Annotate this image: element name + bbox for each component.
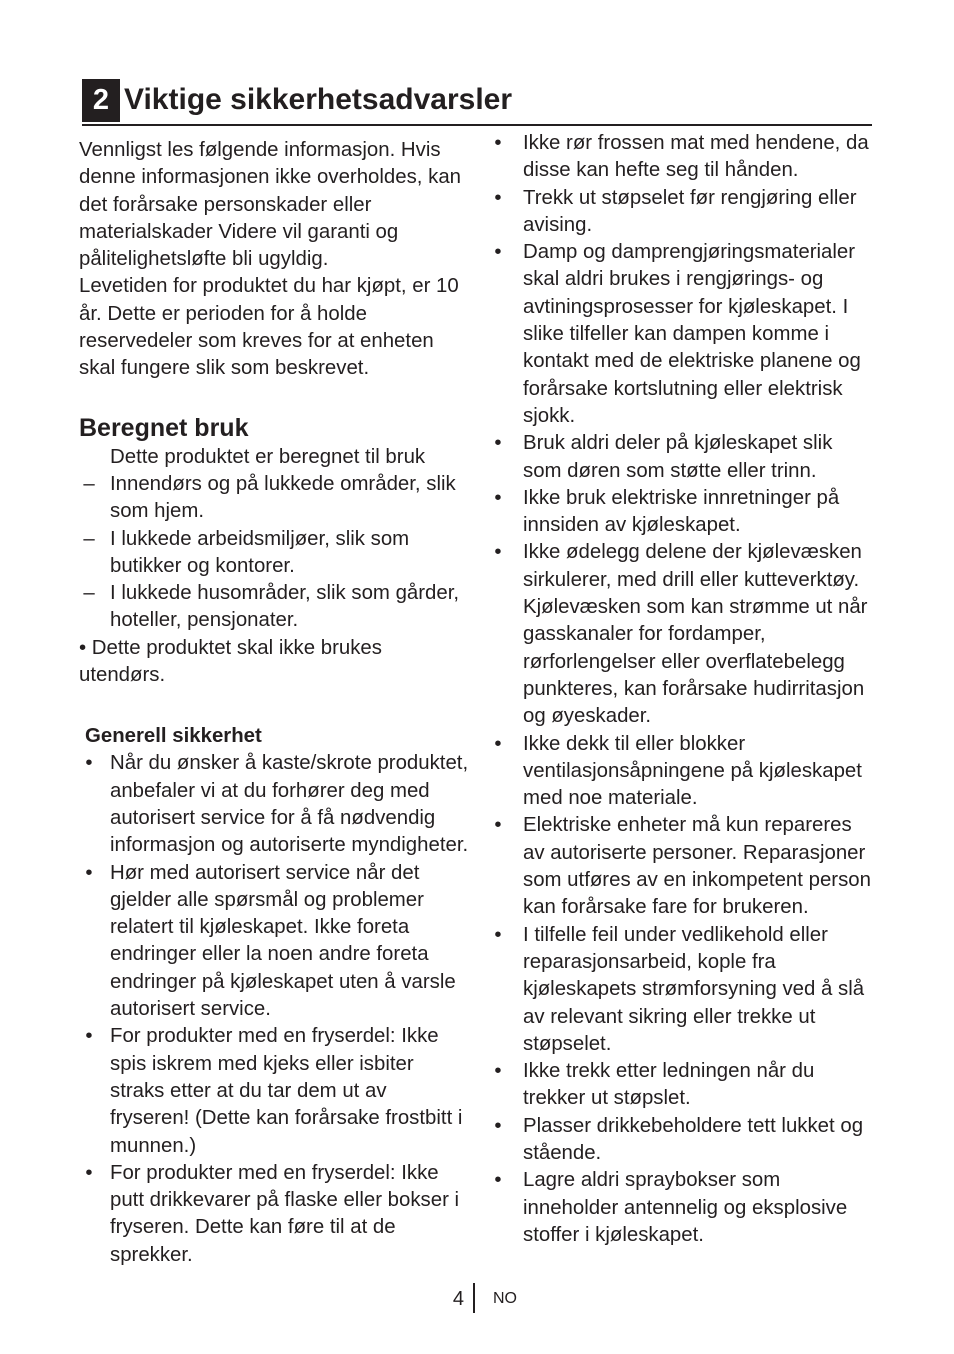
page-number: 4 xyxy=(452,1288,464,1310)
list-item: • Plasser drikkebeholdere tett lukket og stående. xyxy=(490,1113,875,1168)
chapter-number: 2 xyxy=(82,79,120,122)
bullet-marker: • xyxy=(494,186,502,209)
general-safety-heading: Generell sikkerhet xyxy=(85,725,262,748)
intended-use-lead: Dette produktet er beregnet til bruk xyxy=(110,445,426,468)
list-item: • Trekk ut støpselet før rengjøring eller avising. xyxy=(490,185,875,240)
bullet-marker: • xyxy=(85,1025,93,1048)
bullet-marker: • xyxy=(494,923,502,946)
bullet-marker: • xyxy=(85,1161,93,1184)
bullet-marker: • xyxy=(494,541,502,564)
list-item: • Ikke rør frossen mat med hendene, da disse kan hefte seg til hånden. xyxy=(490,130,875,185)
list-item: • Ikke trekk etter ledningen når du trekker ut støpslet. xyxy=(490,1058,875,1113)
bullet-marker: • xyxy=(494,814,502,837)
bullet-marker: • xyxy=(494,241,502,264)
bullet-marker: • xyxy=(494,1060,502,1083)
dash-marker: – xyxy=(83,527,95,550)
bullet-marker: • xyxy=(494,486,502,509)
bullet-marker: • xyxy=(494,1114,502,1137)
dash-marker: – xyxy=(83,582,95,605)
bullet-marker: • xyxy=(494,1169,502,1192)
intro-paragraph-2: Levetiden for produktet du har kjøpt, er 10 år. Dette er perioden for å holde reservedeler som kreves for at enheten skal fungere slik som beskrevet. xyxy=(79,275,459,380)
list-item: • Hør med autorisert service når det gjelder alle spørsmål og problemer relatert til kjøleskapet. Ikke foreta endringer eller la noen andre foreta endringer på kjøleskapet uten å varsle autorisert service. xyxy=(79,860,469,1024)
safety-list-continued xyxy=(490,130,875,1249)
right-column xyxy=(490,130,875,1249)
list-item: • Elektriske enheter må kun repareres av autoriserte personer. Reparasjoner som utføres av en inkompetent person kan forårsake fare for brukeren. xyxy=(490,812,875,921)
dash-marker: – xyxy=(83,472,95,495)
bullet-marker: • xyxy=(494,732,502,755)
list-item: – Innendørs og på lukkede områder, slik som hjem. xyxy=(79,471,469,526)
intended-use-list xyxy=(79,471,469,635)
list-item: • I tilfelle feil under vedlikehold eller reparasjonsarbeid, kople fra kjøleskapets strømforsyning ved å slå av relevant sikring eller trekke ut støpselet. xyxy=(490,922,875,1058)
intended-use-heading: Beregnet bruk xyxy=(79,413,249,442)
list-item: • Damp og damprengjøringsmaterialer skal aldri brukes i rengjørings- og avtiningsprosesser for kjøleskapet. I slike tilfeller kan dampen komme i kontakt med de elektriske planene og forårsake kortslutning eller elektrisk sjokk. xyxy=(490,239,875,430)
outdoor-note: • Dette produktet skal ikke brukes utendørs. xyxy=(79,636,382,687)
bullet-marker: • xyxy=(494,132,502,154)
bullet-marker: • xyxy=(85,752,93,775)
intro-paragraph-1: Vennligst les følgende informasjon. Hvis denne informasjonen ikke overholdes, kan det forårsake personskader eller materialskader Videre vil garanti og pålitelighetsløfte bli ugyldig. xyxy=(79,139,461,271)
list-item: • Lagre aldri spraybokser som inneholder antennelig og eksplosive stoffer i kjøleskapet. xyxy=(490,1167,875,1249)
bullet-marker: • xyxy=(85,861,93,884)
list-item: • Ikke bruk elektriske innretninger på innsiden av kjøleskapet. xyxy=(490,485,875,540)
list-item: – I lukkede arbeidsmiljøer, slik som butikker og kontorer. xyxy=(79,526,469,581)
language-code: NO xyxy=(493,1290,517,1307)
list-item: • Ikke ødelegg delene der kjølevæsken sirkulerer, med drill eller kutteverktøy. Kjølevæsken som kan strømme ut når gasskanaler for fordamper, rørforlengelser eller overflatebelegg punkteres, kan forårsake hudirritasjon og øyeskader. xyxy=(490,539,875,730)
list-item: • Ikke dekk til eller blokker ventilasjonsåpningene på kjøleskapet med noe materiale. xyxy=(490,731,875,813)
list-item: • Når du ønsker å kaste/skrote produktet, anbefaler vi at du forhører deg med autorisert service for å få nødvendig informasjon og autoriserte myndigheter. xyxy=(79,750,469,859)
page-title: Viktige sikkerhetsadvarsler xyxy=(124,83,513,116)
list-item: • Bruk aldri deler på kjøleskapet slik som døren som støtte eller trinn. xyxy=(490,430,875,485)
chapter-header xyxy=(82,79,872,126)
bullet-marker: • xyxy=(494,432,502,455)
left-column xyxy=(79,137,469,1269)
list-item: – I lukkede husområder, slik som gårder, hoteller, pensjonater. xyxy=(79,580,469,635)
general-safety-list xyxy=(79,750,469,1269)
list-item: • For produkter med en fryserdel: Ikke putt drikkevarer på flaske eller bokser i fryseren. Dette kan føre til at de sprekker. xyxy=(79,1160,469,1269)
footer-divider xyxy=(473,1283,475,1313)
list-item: • For produkter med en fryserdel: Ikke spis iskrem med kjeks eller isbiter straks etter at du tar dem ut av fryseren! (Dette kan forårsake frostbitt i munnen.) xyxy=(79,1023,469,1159)
